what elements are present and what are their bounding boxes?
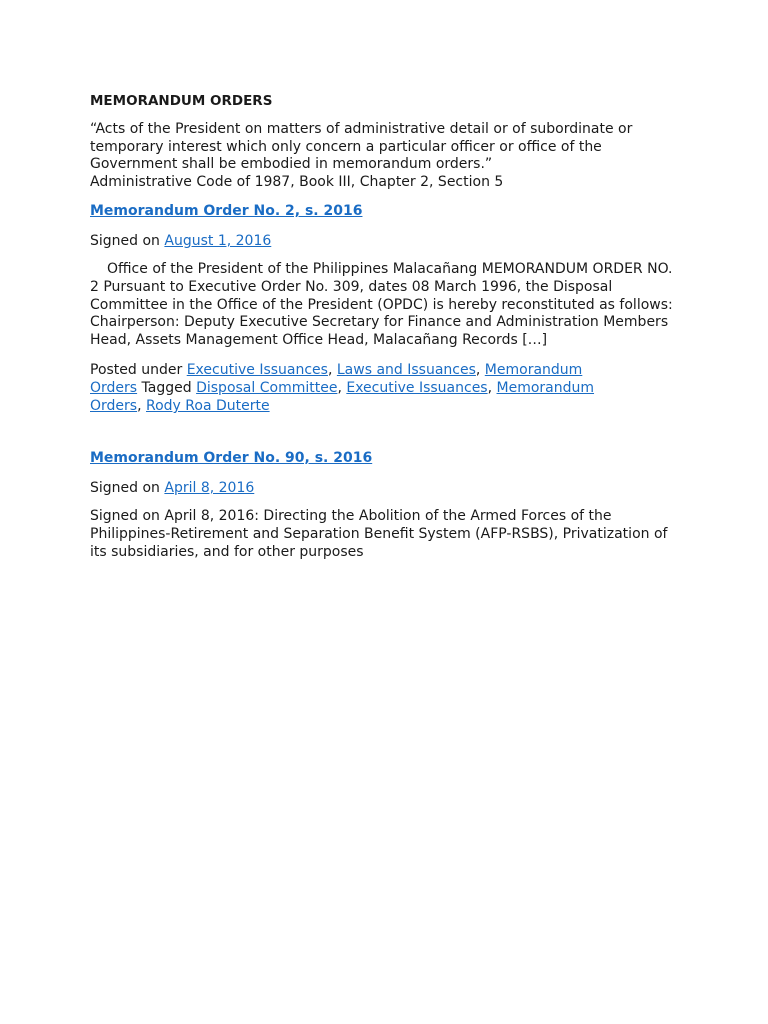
signed-date-link[interactable]: April 8, 2016 [164,480,255,496]
tag-link-rody-roa-duterte[interactable]: Rody Roa Duterte [146,397,270,414]
category-link-memorandum-orders[interactable]: Memorandum Orders [90,361,583,396]
tag-link-disposal-committee[interactable]: Disposal Committee [196,379,338,396]
tag-link-executive-issuances[interactable]: Executive Issuances [346,379,488,396]
document-page [90,92,680,191]
tagged-label: Tagged [141,379,192,396]
post-excerpt: Signed on April 8, 2016: Directing the Abolition of the Armed Forces of the Philippines-Retirement and Separation Benefit System (AFP-RSBS), Privatization of its subsidiaries, and for other purposes [90,508,668,560]
post-meta: Posted under Executive Issuances, Laws and Issuances, Memorandum Orders Tagged Disposal Committee, Executive Issuances, Memorandum Orders, Rody Roa Duterte [90,361,595,414]
quote-source: Administrative Code of 1987, Book III, Chapter 2, Section 5 [90,173,504,190]
category-link-executive-issuances[interactable]: Executive Issuances [186,361,328,378]
signed-label: Signed on [90,233,160,249]
signed-date-link[interactable]: August 1, 2016 [164,233,272,249]
post-title-link[interactable]: Memorandum Order No. 2, s. 2016 [90,203,363,219]
page-title: MEMORANDUM ORDERS [90,93,273,109]
signed-line [90,232,680,250]
intro-quote: “Acts of the President on matters of administrative detail or of subordinate or temporary interest which only concern a particular officer or office of the Government shall be embodied in memorandum orders.” [90,121,633,173]
category-link-laws-and-issuances[interactable]: Laws and Issuances [336,361,476,378]
post-title-link[interactable]: Memorandum Order No. 90, s. 2016 [90,450,373,466]
post-excerpt: Office of the President of the Philippines Malacañang MEMORANDUM ORDER NO. 2 Pursuant to Executive Order No. 309, dates 08 March 1996, the Disposal Committee in the Office of the President (OPDC) is hereby reconstituted as follows: Chairperson: Deputy Executive Secretary for Finance and Administration Members Head, Assets Management Office Head, Malacañang Records […] [90,261,673,349]
posted-under-label: Posted under [90,361,183,378]
post-2 [90,449,680,561]
tag-link-memorandum-orders[interactable]: Memorandum Orders [90,379,595,414]
signed-label: Signed on [90,480,160,496]
post-1 [90,202,680,415]
signed-line [90,479,680,497]
